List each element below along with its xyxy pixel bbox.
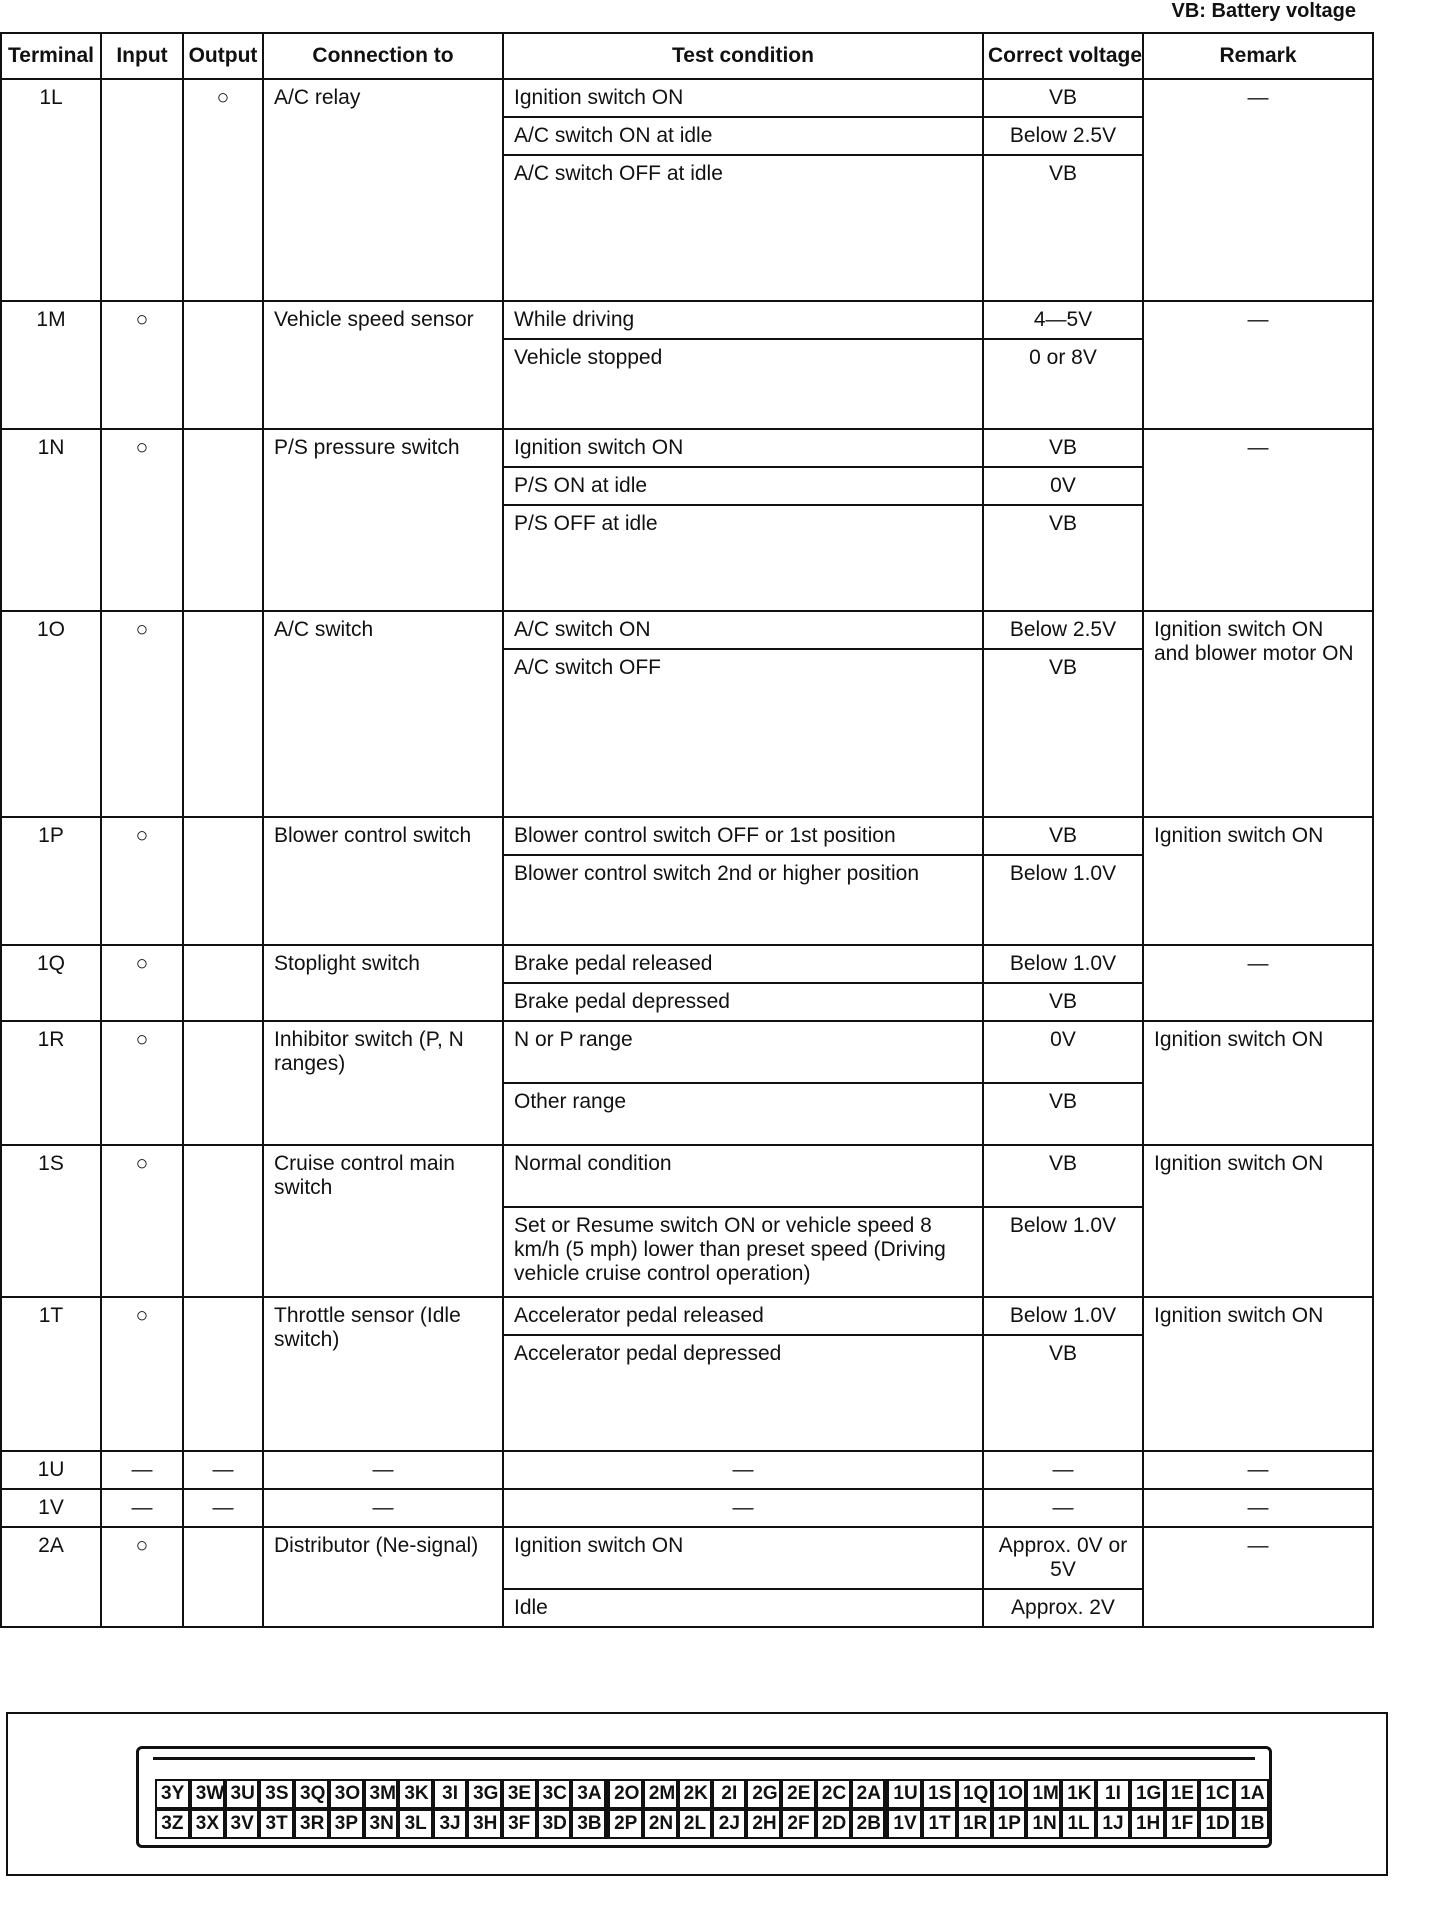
voltage-cell: Approx. 2V <box>983 1589 1143 1627</box>
voltage-cell: VB <box>983 1083 1143 1145</box>
connector-diagram-box <box>6 1712 1388 1876</box>
connector-pin: 2E <box>781 1779 816 1809</box>
connector-pin: 1N <box>1026 1809 1061 1839</box>
table-row <box>1 429 1373 467</box>
connector-pin: 2F <box>781 1809 816 1839</box>
connector-pin: 3I <box>433 1779 467 1809</box>
remark-cell: — <box>1143 945 1373 1021</box>
connector-pin: 1I <box>1096 1779 1130 1809</box>
voltage-cell: VB <box>983 1335 1143 1451</box>
terminal-cell: 2A <box>1 1527 101 1627</box>
header-correct-voltage: Correct voltage <box>983 33 1143 79</box>
voltage-cell: Below 1.0V <box>983 1207 1143 1297</box>
test-condition-cell: Accelerator pedal depressed <box>503 1335 983 1451</box>
ecu-connector <box>136 1746 1272 1848</box>
connector-pin: 3C <box>537 1779 572 1809</box>
table-row <box>1 1021 1373 1083</box>
test-condition-cell: P/S OFF at idle <box>503 505 983 611</box>
table-row <box>1 1297 1373 1335</box>
connection-cell: Inhibitor switch (P, N ranges) <box>263 1021 503 1145</box>
output-cell <box>183 1297 263 1451</box>
table-row <box>1 1489 1373 1527</box>
test-condition-cell: N or P range <box>503 1021 983 1083</box>
connection-cell: P/S pressure switch <box>263 429 503 611</box>
connector-pin: 1Q <box>957 1779 992 1809</box>
terminal-cell: 1S <box>1 1145 101 1297</box>
connector-pin: 1A <box>1234 1779 1269 1809</box>
connection-cell: — <box>263 1451 503 1489</box>
output-cell: ○ <box>183 79 263 301</box>
connector-pin: 1M <box>1026 1779 1061 1809</box>
header-terminal: Terminal <box>1 33 101 79</box>
connector-pin: 3F <box>502 1809 537 1839</box>
test-condition-cell: Set or Resume switch ON or vehicle speed 8 km/h (5 mph) lower than preset speed (Driving vehicle cruise control operation) <box>503 1207 983 1297</box>
voltage-cell: — <box>983 1489 1143 1527</box>
voltage-cell: Below 2.5V <box>983 117 1143 155</box>
connector-pin: 1V <box>885 1809 922 1839</box>
terminal-cell: 1T <box>1 1297 101 1451</box>
voltage-cell: VB <box>983 983 1143 1021</box>
remark-cell: Ignition switch ON <box>1143 1297 1373 1451</box>
test-condition-cell: Other range <box>503 1083 983 1145</box>
connector-pin: 3D <box>537 1809 572 1839</box>
voltage-cell: 0 or 8V <box>983 339 1143 429</box>
terminal-cell: 1R <box>1 1021 101 1145</box>
input-cell: ○ <box>101 301 183 429</box>
connector-pin: 3K <box>398 1779 433 1809</box>
connection-cell: — <box>263 1489 503 1527</box>
connector-pin: 2H <box>746 1809 781 1839</box>
connector-pin: 2D <box>816 1809 851 1839</box>
connector-pin: 3Q <box>294 1779 329 1809</box>
terminal-cell: 1U <box>1 1451 101 1489</box>
header-connection: Connection to <box>263 33 503 79</box>
test-condition-cell: A/C switch OFF at idle <box>503 155 983 301</box>
connection-cell: A/C relay <box>263 79 503 301</box>
connection-cell: Blower control switch <box>263 817 503 945</box>
connection-cell: Vehicle speed sensor <box>263 301 503 429</box>
connector-pin: 1E <box>1165 1779 1200 1809</box>
terminal-table <box>0 32 1374 1628</box>
output-cell <box>183 611 263 817</box>
test-condition-cell: Ignition switch ON <box>503 1527 983 1589</box>
connector-pin: 2J <box>712 1809 746 1839</box>
connector-pin: 3N <box>364 1809 399 1839</box>
connection-cell: Distributor (Ne-signal) <box>263 1527 503 1627</box>
connector-pin: 3S <box>259 1779 294 1809</box>
table-header-row <box>1 33 1373 79</box>
test-condition-cell: A/C switch ON <box>503 611 983 649</box>
test-condition-cell: P/S ON at idle <box>503 467 983 505</box>
input-cell: ○ <box>101 1527 183 1627</box>
remark-cell: — <box>1143 1527 1373 1627</box>
connector-pin: 1H <box>1130 1809 1165 1839</box>
connector-pin: 2O <box>606 1779 643 1809</box>
table-row <box>1 1145 1373 1207</box>
connector-pin: 1G <box>1130 1779 1165 1809</box>
connector-pin: 3H <box>467 1809 502 1839</box>
remark-cell: — <box>1143 1489 1373 1527</box>
voltage-cell: 0V <box>983 467 1143 505</box>
input-cell: — <box>101 1489 183 1527</box>
input-cell: ○ <box>101 817 183 945</box>
terminal-cell: 1P <box>1 817 101 945</box>
test-condition-cell: Blower control switch OFF or 1st position <box>503 817 983 855</box>
test-condition-cell: Ignition switch ON <box>503 79 983 117</box>
test-condition-cell: Accelerator pedal released <box>503 1297 983 1335</box>
voltage-cell: Below 1.0V <box>983 855 1143 945</box>
remark-cell: Ignition switch ON <box>1143 1021 1373 1145</box>
table-row <box>1 301 1373 339</box>
connector-pin: 2L <box>678 1809 713 1839</box>
remark-cell: Ignition switch ON <box>1143 817 1373 945</box>
connector-pin: 1F <box>1165 1809 1200 1839</box>
connector-pin: 3P <box>329 1809 364 1839</box>
voltage-cell: VB <box>983 505 1143 611</box>
output-cell <box>183 1145 263 1297</box>
connector-pin: 2G <box>746 1779 781 1809</box>
voltage-cell: VB <box>983 155 1143 301</box>
connection-cell: Stoplight switch <box>263 945 503 1021</box>
remark-cell: Ignition switch ON and blower motor ON <box>1143 611 1373 817</box>
voltage-cell: Below 2.5V <box>983 611 1143 649</box>
connector-pin: 3R <box>294 1809 329 1839</box>
connector-pin: 2A <box>851 1779 886 1809</box>
remark-cell: Ignition switch ON <box>1143 1145 1373 1297</box>
output-cell: — <box>183 1489 263 1527</box>
connector-pin: 1S <box>922 1779 957 1809</box>
test-condition-cell: Vehicle stopped <box>503 339 983 429</box>
voltage-cell: VB <box>983 1145 1143 1207</box>
input-cell: ○ <box>101 611 183 817</box>
connector-pin: 3T <box>259 1809 294 1839</box>
connector-pin: 3B <box>571 1809 606 1839</box>
battery-voltage-note: VB: Battery voltage <box>1171 0 1356 22</box>
test-condition-cell: Brake pedal released <box>503 945 983 983</box>
connector-pin: 3V <box>225 1809 260 1839</box>
connector-pin: 2K <box>678 1779 713 1809</box>
connector-pin: 1D <box>1199 1809 1234 1839</box>
voltage-cell: VB <box>983 649 1143 817</box>
connection-cell: Cruise control main switch <box>263 1145 503 1297</box>
input-cell <box>101 79 183 301</box>
test-condition-cell: Normal condition <box>503 1145 983 1207</box>
test-condition-cell: Ignition switch ON <box>503 429 983 467</box>
table-row <box>1 945 1373 983</box>
test-condition-cell: Blower control switch 2nd or higher position <box>503 855 983 945</box>
terminal-cell: 1N <box>1 429 101 611</box>
test-condition-cell: A/C switch OFF <box>503 649 983 817</box>
connector-key-outline <box>153 1757 1255 1770</box>
output-cell <box>183 301 263 429</box>
connector-pin: 1J <box>1096 1809 1130 1839</box>
connector-pin: 1T <box>922 1809 957 1839</box>
connector-pin: 3J <box>433 1809 467 1839</box>
table-row <box>1 1527 1373 1589</box>
voltage-cell: Below 1.0V <box>983 945 1143 983</box>
connector-pin: 3W <box>190 1779 225 1809</box>
voltage-cell: VB <box>983 817 1143 855</box>
connection-cell: Throttle sensor (Idle switch) <box>263 1297 503 1451</box>
voltage-cell: VB <box>983 429 1143 467</box>
voltage-cell: Approx. 0V or 5V <box>983 1527 1143 1589</box>
connector-pin: 3Y <box>155 1779 190 1809</box>
connector-pin: 1U <box>885 1779 922 1809</box>
connector-pin: 1L <box>1061 1809 1096 1839</box>
table-row <box>1 817 1373 855</box>
voltage-cell: Below 1.0V <box>983 1297 1143 1335</box>
table-row <box>1 611 1373 649</box>
input-cell: ○ <box>101 1297 183 1451</box>
test-condition-cell: A/C switch ON at idle <box>503 117 983 155</box>
connector-pin: 1R <box>957 1809 992 1839</box>
terminal-cell: 1V <box>1 1489 101 1527</box>
connector-pin: 3Z <box>155 1809 190 1839</box>
connector-pin: 2B <box>851 1809 886 1839</box>
output-cell <box>183 817 263 945</box>
test-condition-cell: — <box>503 1489 983 1527</box>
terminal-cell: 1O <box>1 611 101 817</box>
output-cell <box>183 945 263 1021</box>
voltage-cell: — <box>983 1451 1143 1489</box>
remark-cell: — <box>1143 429 1373 611</box>
test-condition-cell: While driving <box>503 301 983 339</box>
terminal-cell: 1Q <box>1 945 101 1021</box>
terminal-cell: 1L <box>1 79 101 301</box>
input-cell: — <box>101 1451 183 1489</box>
header-input: Input <box>101 33 183 79</box>
connector-pin: 2M <box>643 1779 678 1809</box>
connector-pin: 1P <box>992 1809 1027 1839</box>
header-test-condition: Test condition <box>503 33 983 79</box>
table-row <box>1 79 1373 117</box>
input-cell: ○ <box>101 1021 183 1145</box>
header-output: Output <box>183 33 263 79</box>
connector-pin: 2N <box>643 1809 678 1839</box>
output-cell <box>183 429 263 611</box>
connector-pin: 1B <box>1234 1809 1269 1839</box>
connector-pin: 3A <box>571 1779 606 1809</box>
remark-cell: — <box>1143 79 1373 301</box>
remark-cell: — <box>1143 1451 1373 1489</box>
input-cell: ○ <box>101 1145 183 1297</box>
test-condition-cell: Brake pedal depressed <box>503 983 983 1021</box>
connector-pin: 3L <box>398 1809 433 1839</box>
voltage-cell: 0V <box>983 1021 1143 1083</box>
remark-cell: — <box>1143 301 1373 429</box>
connector-pin-grid <box>155 1779 1269 1839</box>
connector-pin: 2C <box>816 1779 851 1809</box>
voltage-cell: 4—5V <box>983 301 1143 339</box>
output-cell <box>183 1021 263 1145</box>
connector-pin: 1O <box>992 1779 1027 1809</box>
input-cell: ○ <box>101 429 183 611</box>
terminal-cell: 1M <box>1 301 101 429</box>
header-remark: Remark <box>1143 33 1373 79</box>
connector-pin: 2I <box>712 1779 746 1809</box>
connector-pin: 2P <box>606 1809 643 1839</box>
input-cell: ○ <box>101 945 183 1021</box>
connector-pin: 3M <box>364 1779 399 1809</box>
output-cell <box>183 1527 263 1627</box>
connector-pin: 1K <box>1061 1779 1096 1809</box>
connector-pin: 3E <box>502 1779 537 1809</box>
connector-pin: 3X <box>190 1809 225 1839</box>
voltage-cell: VB <box>983 79 1143 117</box>
table-row <box>1 1451 1373 1489</box>
test-condition-cell: — <box>503 1451 983 1489</box>
test-condition-cell: Idle <box>503 1589 983 1627</box>
connector-pin: 3O <box>329 1779 364 1809</box>
connector-pin: 3U <box>225 1779 260 1809</box>
connector-pin: 3G <box>467 1779 502 1809</box>
output-cell: — <box>183 1451 263 1489</box>
connection-cell: A/C switch <box>263 611 503 817</box>
connector-pin: 1C <box>1199 1779 1234 1809</box>
